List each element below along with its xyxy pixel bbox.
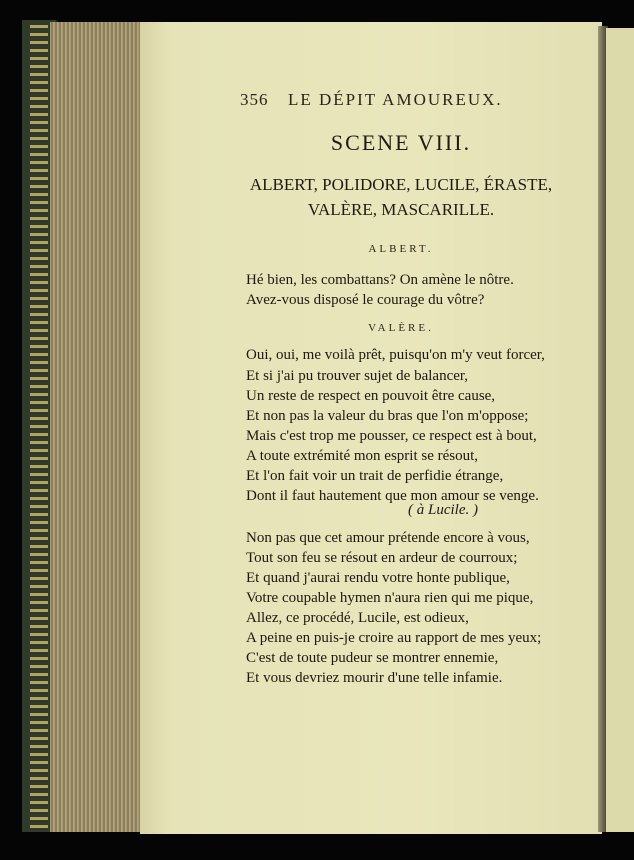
verse-line: Tout son feu se résout en ardeur de courroux; <box>246 550 518 566</box>
verse-line: Un reste de respect en pouvoit être cause, <box>246 388 496 404</box>
scene-title: SCENE VIII. <box>330 130 472 155</box>
cast-line: VALÈRE, MASCARILLE. <box>307 200 495 219</box>
cast-list <box>240 172 562 222</box>
verse-line: Et l'on fait voir un trait de perfidie étrange, <box>246 468 504 484</box>
verse-line: Allez, ce procédé, Lucile, est odieux, <box>246 610 469 626</box>
verse-line: Votre coupable hymen n'aura rien qui me pique, <box>246 590 534 606</box>
running-header <box>240 90 530 114</box>
verse-line: Et si j'ai pu trouver sujet de balancer, <box>246 368 469 384</box>
verse-line: Et quand j'aurai rendu votre honte publique, <box>246 570 510 586</box>
speaker-valere: VALÈRE. <box>368 322 434 334</box>
verse-line: A toute extrémité mon esprit se résout, <box>246 448 479 464</box>
verse-line: Avez-vous disposé le courage du vôtre? <box>246 292 485 308</box>
verse-line: Mais c'est trop me pousser, ce respect est à bout, <box>246 428 537 444</box>
verse-line: A peine en puis-je croire au rapport de mes yeux; <box>246 630 542 646</box>
spine-gilt-decoration <box>30 24 48 828</box>
verse-line: C'est de toute pudeur se montrer ennemie, <box>246 650 499 666</box>
verse-line: Non pas que cet amour prétende encore à vous, <box>246 530 530 546</box>
verse-line: Et vous devriez mourir d'une telle infamie. <box>246 670 503 686</box>
stage-direction: ( à Lucile. ) <box>408 502 478 518</box>
verse-line: Dont il faut hautement que mon amour se venge. <box>246 488 539 504</box>
page-edges <box>50 22 140 832</box>
page-number: 356 <box>240 90 269 109</box>
verse-line: Et non pas la valeur du bras que l'on m'oppose; <box>246 408 529 424</box>
verse-line: Oui, oui, me voilà prêt, puisqu'on m'y veut forcer, <box>246 347 545 363</box>
cast-line: ALBERT, POLIDORE, LUCILE, ÉRASTE, <box>249 175 553 194</box>
facing-page-edge <box>606 28 634 832</box>
speaker-albert: ALBERT. <box>368 243 434 255</box>
running-title: LE DÉPIT AMOUREUX. <box>288 90 503 109</box>
verse-line: Hé bien, les combattans? On amène le nôtre. <box>246 272 514 288</box>
